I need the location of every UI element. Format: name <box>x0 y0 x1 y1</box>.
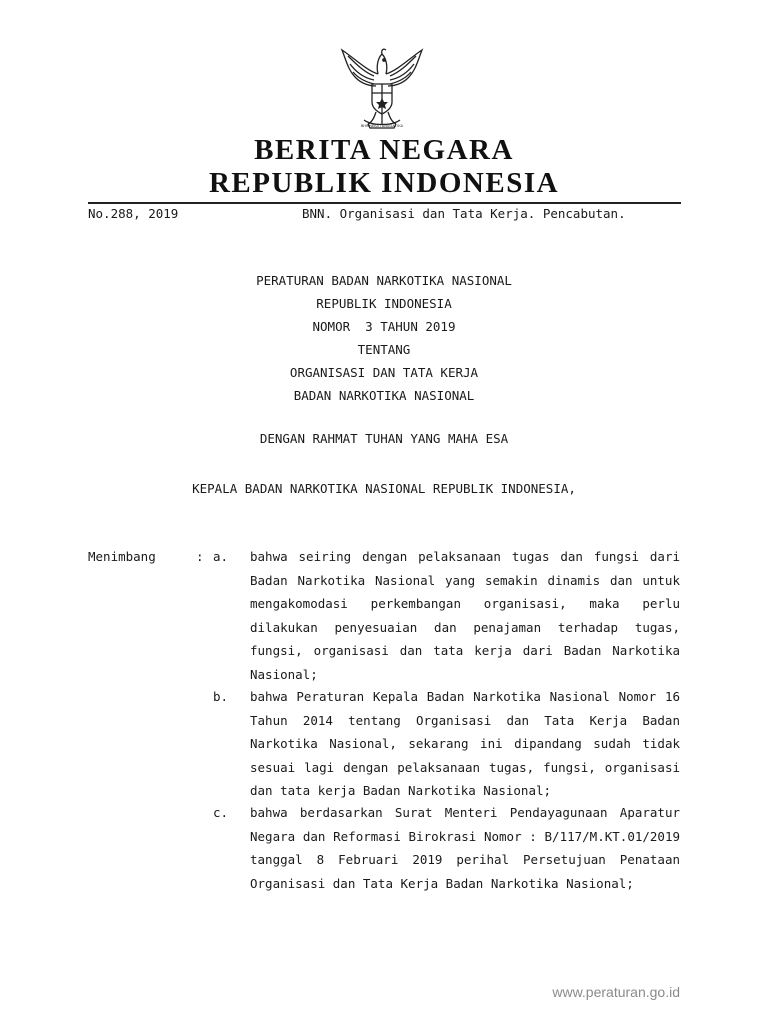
regulation-line-3: NOMOR 3 TAHUN 2019 <box>312 319 456 334</box>
regulation-line-2: REPUBLIK INDONESIA <box>316 296 452 311</box>
regulation-line-1: PERATURAN BADAN NARKOTIKA NASIONAL <box>256 273 512 288</box>
considering-colon: : <box>196 549 204 564</box>
gazette-subject: BNN. Organisasi dan Tata Kerja. Pencabutan. <box>302 206 626 221</box>
garuda-emblem-icon <box>334 44 430 130</box>
regulation-line-5: ORGANISASI DAN TATA KERJA <box>289 365 479 380</box>
gazette-number: No.288, 2019 <box>88 206 179 221</box>
considering-item-b: bahwa Peraturan Kepala Badan Narkotika Nasional Nomor 16 Tahun 2014 tentang Organisasi dan Tata Kerja Badan Narkotika Nasional, sekarang ini dipandang sudah tidak sesuai lagi dengan pelaksanaan tugas, fungsi, organisasi dan tata kerja Badan Narkotika Nasional; <box>250 689 680 798</box>
considering-label: Menimbang <box>88 549 156 564</box>
item-marker-c: c. <box>213 805 229 820</box>
item-marker-b: b. <box>213 689 229 704</box>
regulation-line-4: TENTANG <box>357 342 411 357</box>
footer-url: www.peraturan.go.id <box>552 984 680 1000</box>
item-marker-a: a. <box>213 549 229 564</box>
authority-line: KEPALA BADAN NARKOTIKA NASIONAL REPUBLIK INDONESIA, <box>192 481 576 496</box>
regulation-line-6: BADAN NARKOTIKA NASIONAL <box>293 388 475 403</box>
considering-item-a: bahwa seiring dengan pelaksanaan tugas dan fungsi dari Badan Narkotika Nasional yang semakin dinamis dan untuk mengakomodasi perkembangan organisasi, maka perlu dilakukan penyesuaian dan penajaman terhadap tugas, fungsi, organisasi dan tata kerja dari Badan Narkotika Nasional; <box>250 549 680 682</box>
svg-text:BHINNEKA TUNGGAL IKA: BHINNEKA TUNGGAL IKA <box>360 124 404 128</box>
header-divider <box>88 202 681 204</box>
considering-item-c: bahwa berdasarkan Surat Menteri Pendayagunaan Aparatur Negara dan Reformasi Birokrasi Nomor : B/117/M.KT.01/2019 tanggal 8 Februari 2019 perihal Persetujuan Penataan Organisasi dan Tata Kerja Badan Narkotika Nasional; <box>250 805 680 891</box>
gazette-subtitle: REPUBLIK INDONESIA <box>208 167 560 199</box>
gazette-title: BERITA NEGARA <box>254 134 514 166</box>
blessing-line: DENGAN RAHMAT TUHAN YANG MAHA ESA <box>259 431 509 446</box>
